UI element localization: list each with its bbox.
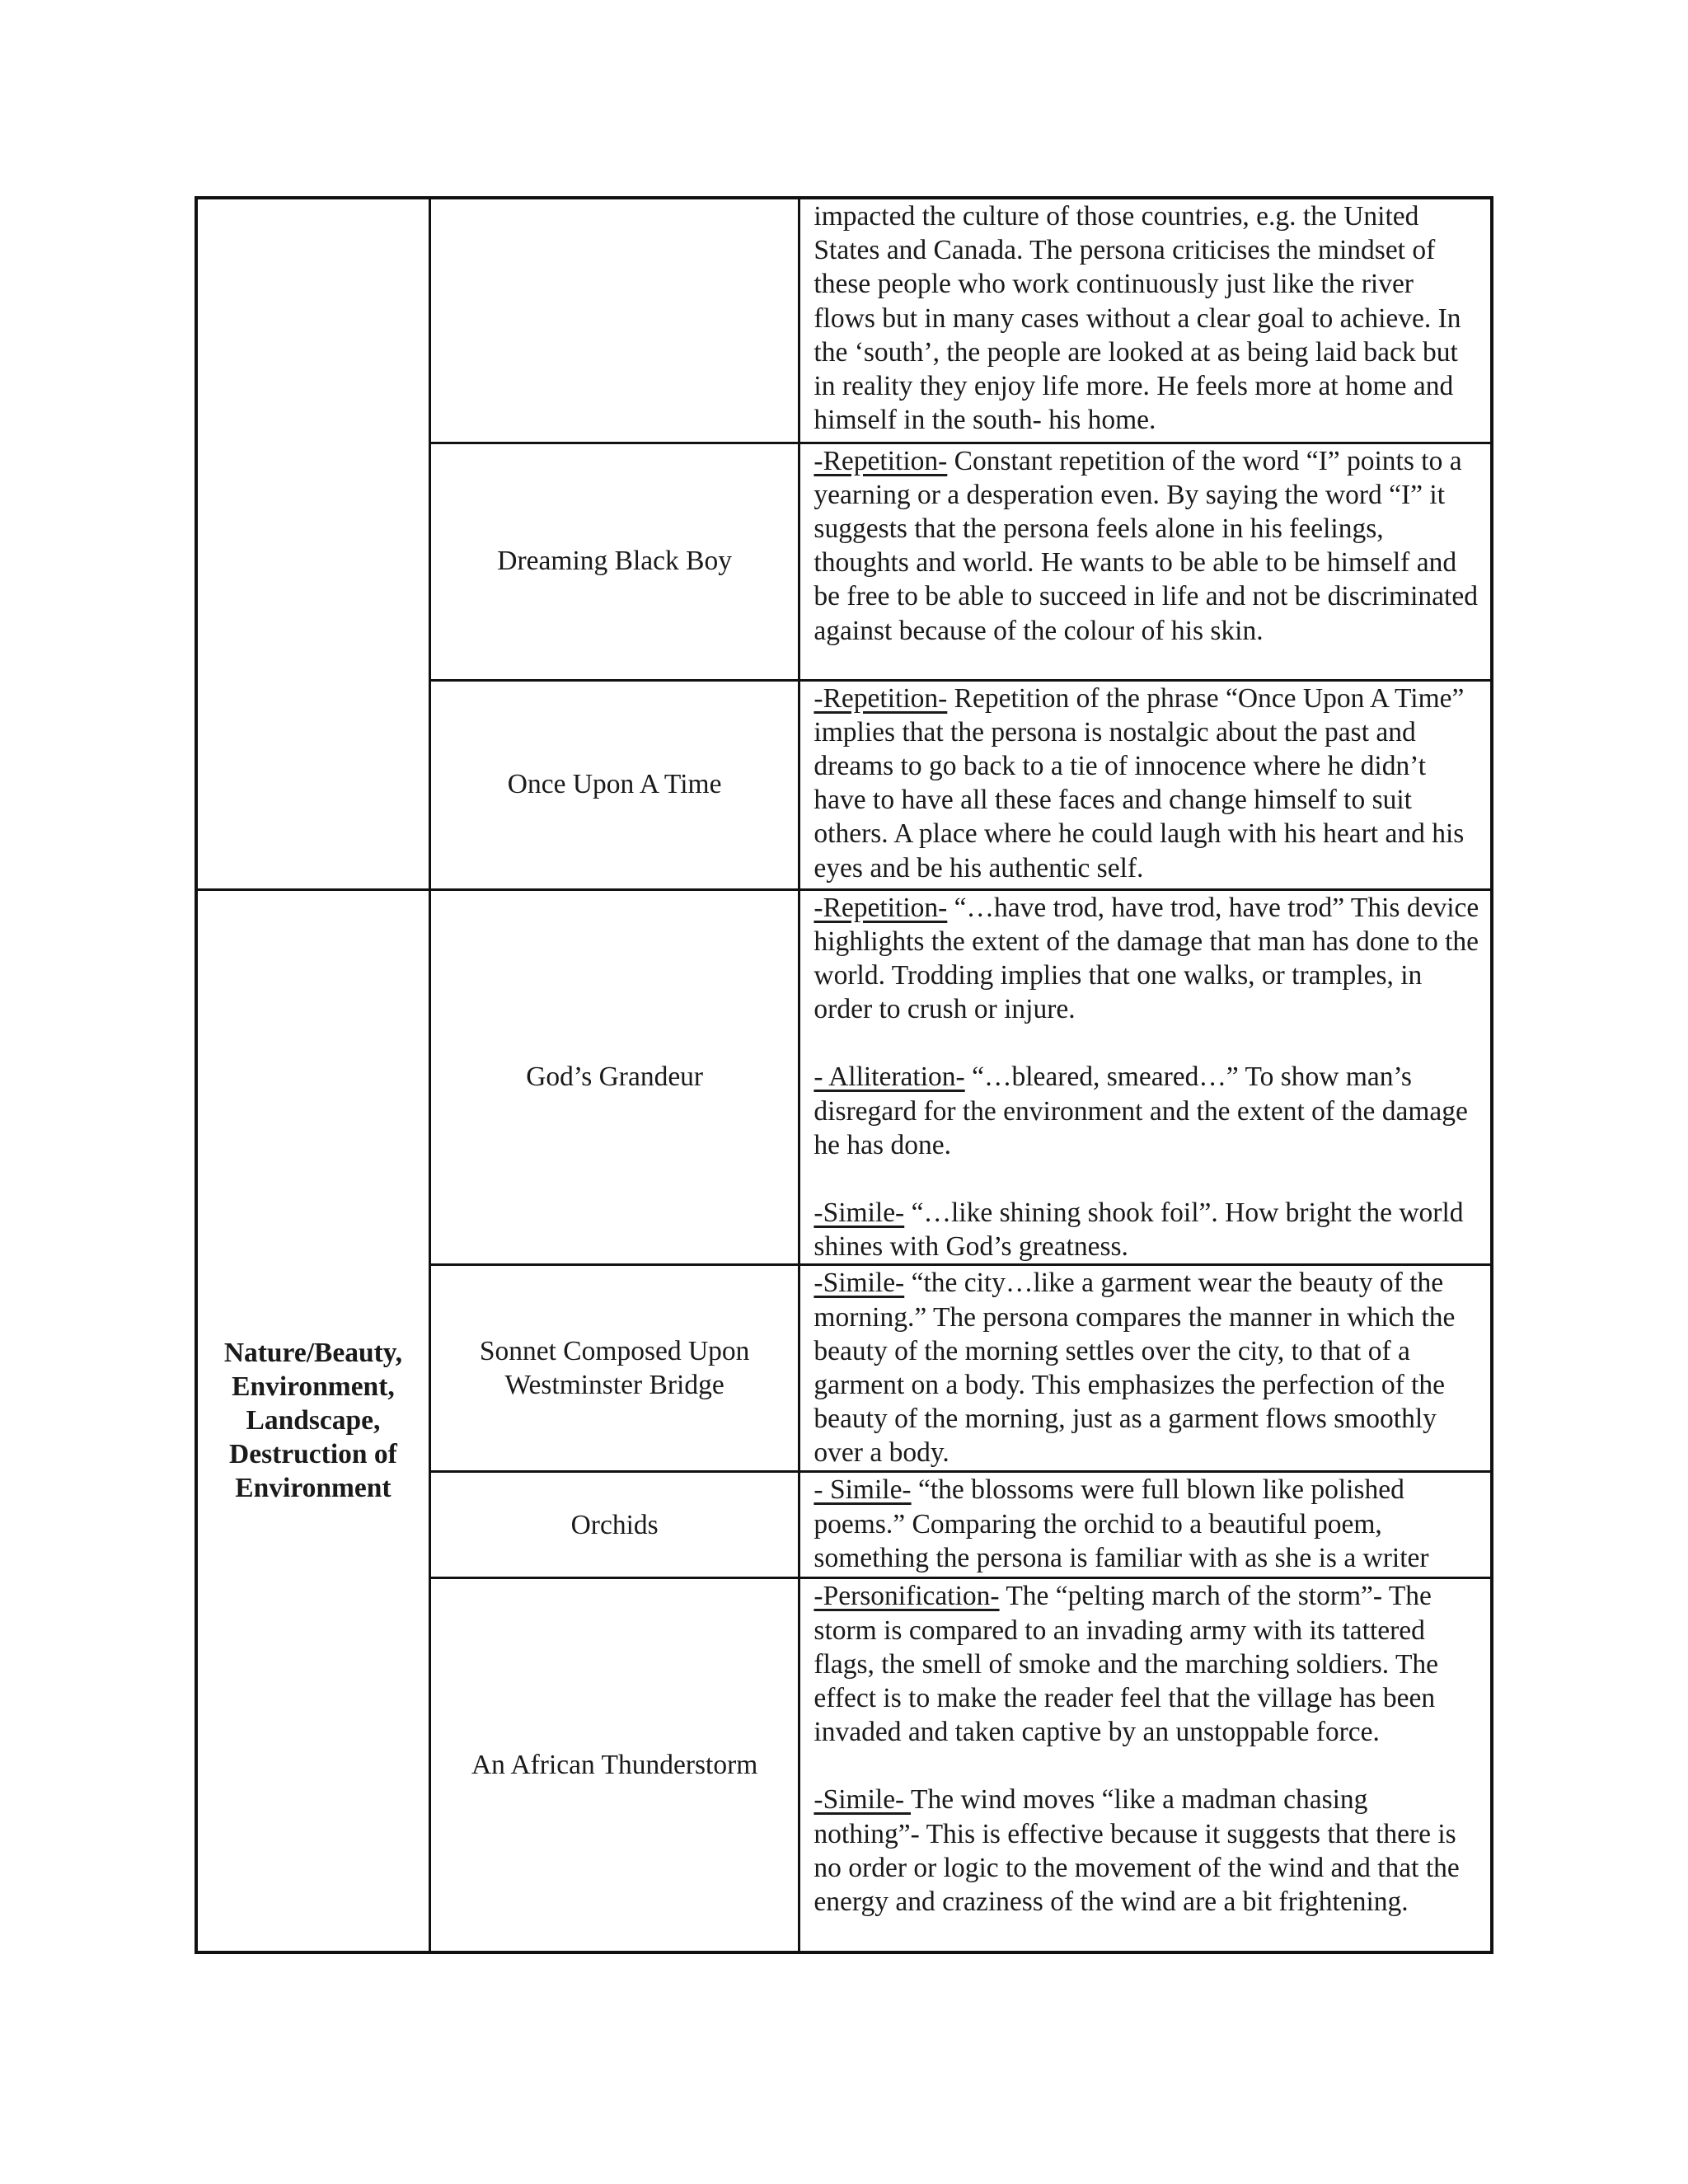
poem-title: Dreaming Black Boy bbox=[497, 546, 732, 577]
poem-title-cell bbox=[429, 443, 799, 680]
analysis-paragraph bbox=[814, 891, 1480, 1027]
poem-title: Sonnet Composed Upon Westminster Bridge bbox=[479, 1336, 750, 1401]
poem-title-cell bbox=[429, 680, 799, 889]
analysis-paragraph bbox=[814, 1579, 1480, 1749]
table-row bbox=[196, 889, 1492, 1265]
analysis-paragraph bbox=[814, 444, 1480, 648]
device-label: - Alliteration- bbox=[814, 1062, 965, 1093]
analysis-cell bbox=[799, 1265, 1492, 1472]
device-label: - Simile- bbox=[814, 1474, 912, 1506]
theme-cell bbox=[196, 198, 429, 889]
analysis-cell bbox=[799, 1578, 1492, 1952]
table-row bbox=[196, 198, 1492, 443]
analysis-cell bbox=[799, 198, 1492, 443]
poem-title: God’s Grandeur bbox=[526, 1062, 704, 1093]
theme-line: Nature/Beauty, bbox=[223, 1337, 403, 1368]
theme-line: Destruction of bbox=[229, 1439, 397, 1470]
poem-title-cell bbox=[429, 198, 799, 443]
analysis-cell bbox=[799, 889, 1492, 1265]
poem-title: Once Upon A Time bbox=[507, 769, 722, 800]
analysis-text: “…like shining shook foil”. How bright the world shines with God’s greatness. bbox=[814, 1197, 1464, 1263]
analysis-paragraph bbox=[814, 1196, 1480, 1263]
analysis-text: “…bleared, smeared…” To show man’s disregard for the environment and the extent of the damage he has done. bbox=[814, 1062, 1468, 1160]
poem-title-cell bbox=[429, 1472, 799, 1578]
poetry-analysis-table bbox=[195, 196, 1493, 1954]
analysis-text: Constant repetition of the word “I” points to a yearning or a desperation even. By saying the word “I” it suggests that the persona feels alone in his feelings, thoughts and world. He wants to be able to be himself and be free to be able to succeed in life and not be discriminated against because of the colour of his skin. bbox=[814, 445, 1478, 646]
poem-title-cell bbox=[429, 889, 799, 1265]
analysis-text: The “pelting march of the storm”- The storm is compared to an invading army with its tattered flags, the smell of smoke and the marching soldiers. The effect is to make the reader feel that the village has been invaded and taken captive by an unstoppable force. bbox=[814, 1581, 1439, 1748]
analysis-text: “the city…like a garment wear the beauty of the morning.” The persona compares the manner in which the beauty of the morning settles over the city, to that of a garment on a body. This emphasizes the perfection of the beauty of the morning, just as a garment flows smoothly over a body. bbox=[814, 1268, 1456, 1469]
device-label: -Simile- bbox=[814, 1197, 905, 1228]
theme-line: Landscape, bbox=[246, 1405, 381, 1436]
device-label: -Personification- bbox=[814, 1581, 1000, 1612]
analysis-cell bbox=[799, 680, 1492, 889]
device-label: -Repetition- bbox=[814, 445, 948, 476]
analysis-text: impacted the culture of those countries, e.g. the United States and Canada. The persona criticises the mindset of these people who work continuously just like the river flows but in many cases without a clear goal to achieve. In the ‘south’, the people are looked at as being laid back but in reality they enjoy life more. He feels more at home and himself in the south- his home. bbox=[814, 201, 1461, 436]
poem-title-cell bbox=[429, 1578, 799, 1952]
device-label: -Repetition- bbox=[814, 892, 948, 923]
theme-cell bbox=[196, 889, 429, 1952]
theme-line: Environment bbox=[235, 1473, 392, 1504]
device-label: -Simile- bbox=[814, 1268, 905, 1299]
analysis-paragraph bbox=[814, 1060, 1480, 1162]
analysis-text: “…have trod, have trod, have trod” This device highlights the extent of the damage that man has done to the world. Trodding implies that one walks, or tramples, in order to crush or injure. bbox=[814, 892, 1479, 1025]
analysis-text: “the blossoms were full blown like polished poems.” Comparing the orchid to a beautiful poem, something the persona is familiar with as she is a writer bbox=[814, 1474, 1429, 1573]
poem-title: An African Thunderstorm bbox=[471, 1749, 758, 1780]
device-label: -Repetition- bbox=[814, 682, 948, 714]
analysis-cell bbox=[799, 1472, 1492, 1578]
analysis-paragraph bbox=[814, 682, 1480, 885]
analysis-cell bbox=[799, 443, 1492, 680]
analysis-paragraph bbox=[814, 1783, 1480, 1919]
analysis-paragraph bbox=[814, 199, 1480, 437]
analysis-text: Repetition of the phrase “Once Upon A Time” implies that the persona is nostalgic about the past and dreams to go back to a tie of innocence where he didn’t have to have all these faces and change himself to suit others. A place where he could laugh with his heart and his eyes and be his authentic self. bbox=[814, 682, 1465, 883]
analysis-text: The wind moves “like a madman chasing nothing”- This is effective because it suggests that there is no order or logic to the movement of the wind and that the energy and craziness of the wind are a bit frightening. bbox=[814, 1784, 1460, 1917]
poem-title: Orchids bbox=[570, 1509, 659, 1540]
analysis-paragraph bbox=[814, 1266, 1480, 1469]
poem-title-cell bbox=[429, 1265, 799, 1472]
device-label: -Simile- bbox=[814, 1784, 911, 1816]
analysis-paragraph bbox=[814, 1473, 1480, 1575]
theme-line: Environment, bbox=[232, 1371, 395, 1402]
